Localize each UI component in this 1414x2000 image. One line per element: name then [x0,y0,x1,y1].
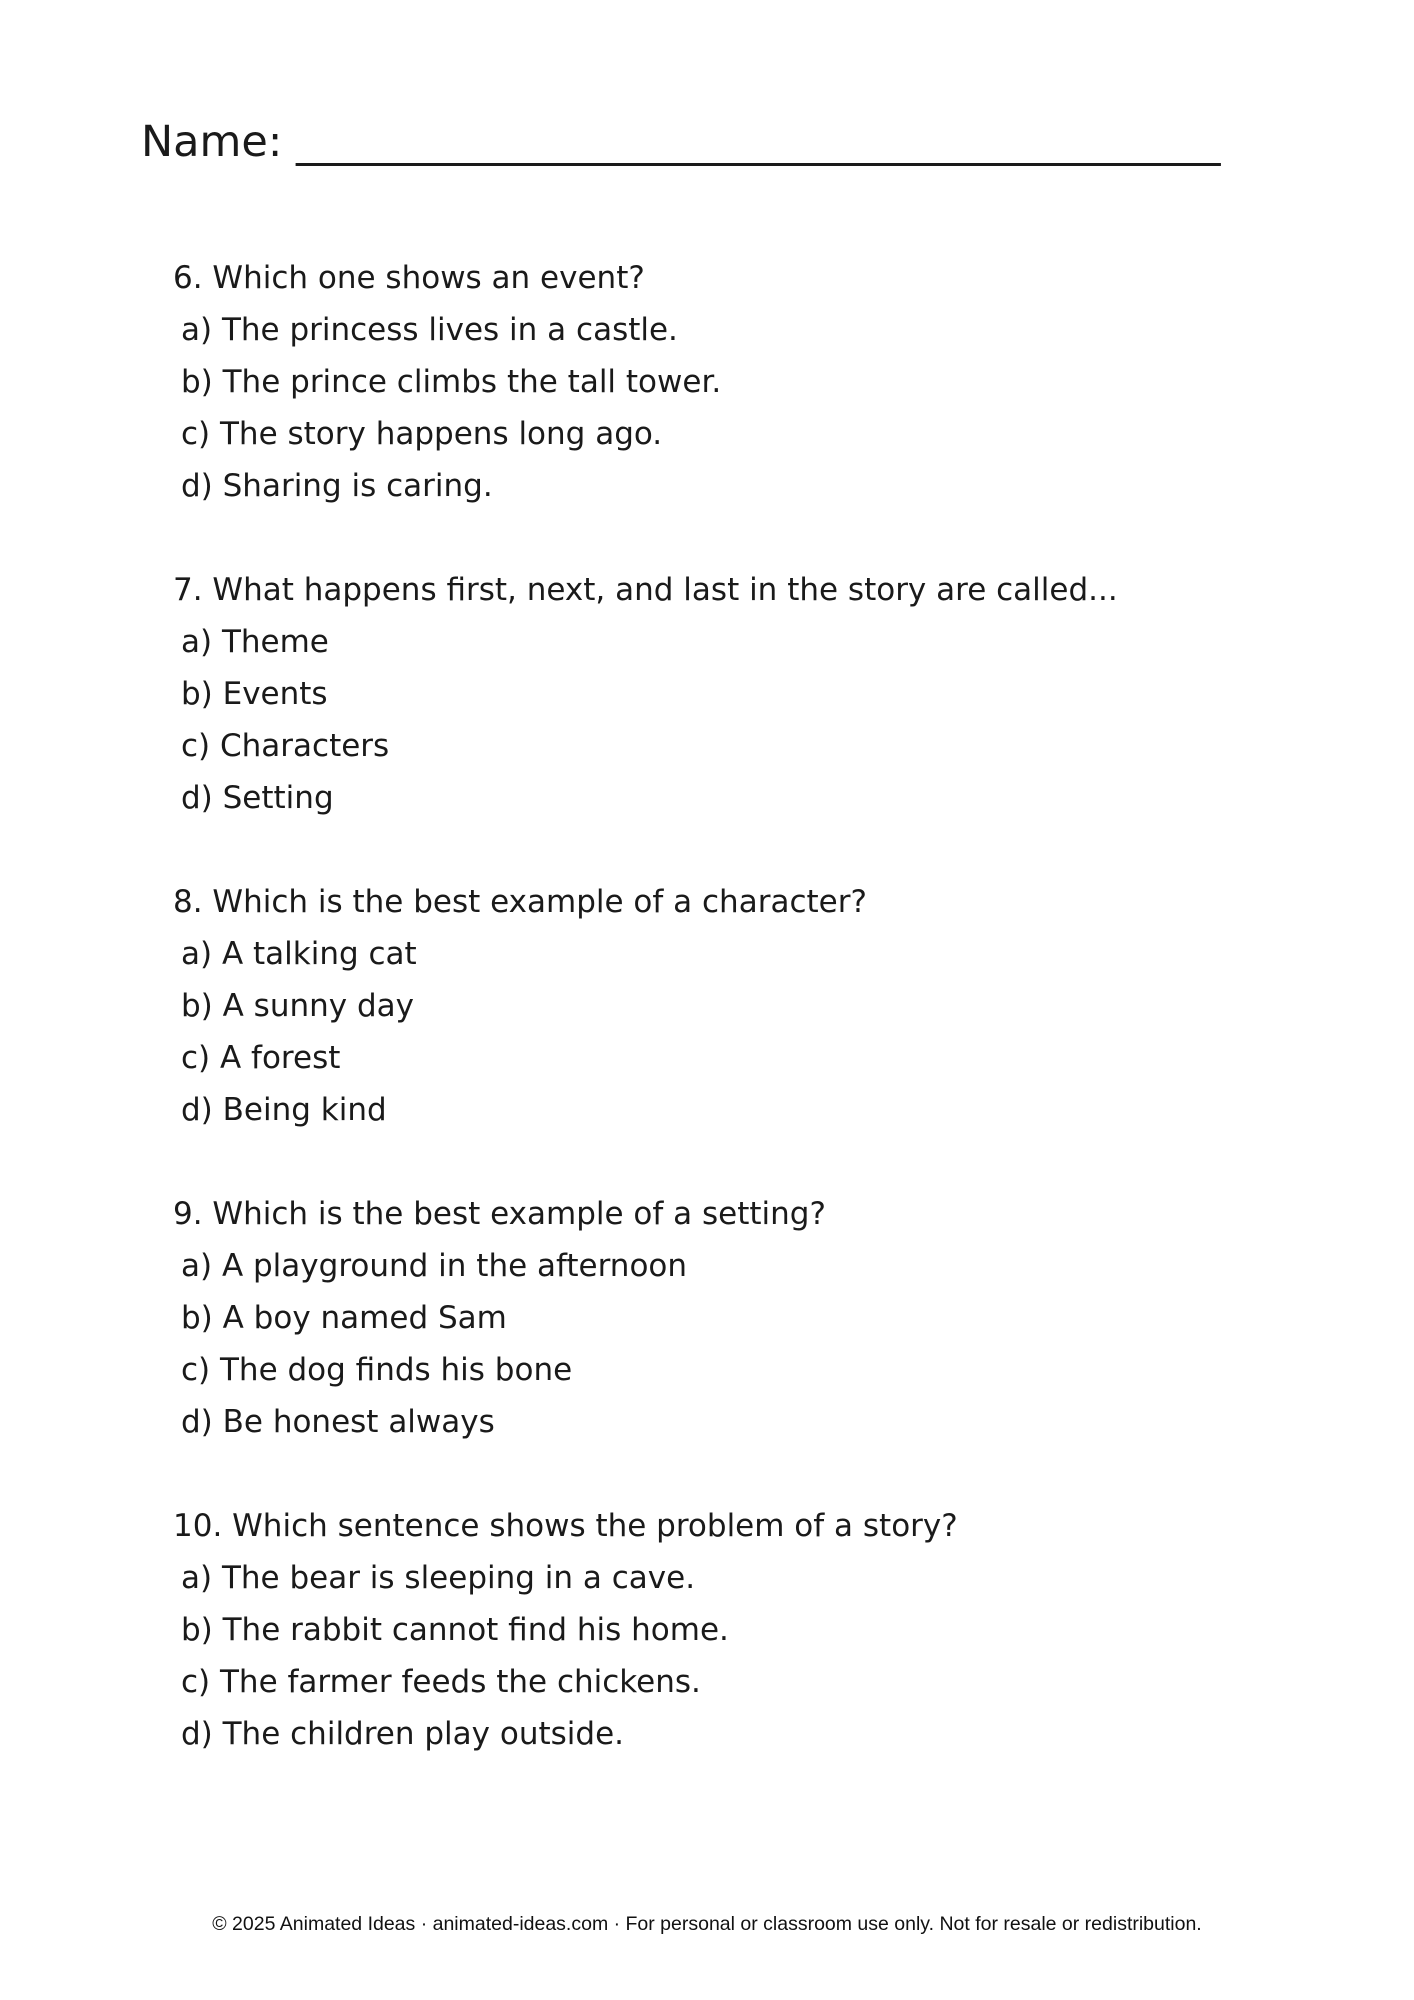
option-c: c) The story happens long ago. [181,416,663,452]
option-b: b) Events [181,676,328,712]
option-c: c) The dog finds his bone [181,1352,573,1388]
option-d: d) The children play outside. [181,1716,624,1752]
option-b: b) A boy named Sam [181,1300,507,1336]
option-b: b) The prince climbs the tall tower. [181,364,722,400]
question-text: 8. Which is the best example of a character? [173,884,867,920]
question-text: 6. Which one shows an event? [173,260,645,296]
option-a: a) The bear is sleeping in a cave. [181,1560,696,1596]
question-10 [173,1500,1323,1760]
option-a: a) Theme [181,624,329,660]
copyright-footer: © 2025 Animated Ideas · animated-ideas.com · For personal or classroom use only. Not for resale or redistribution. [212,1913,1202,1935]
option-d: d) Setting [181,780,334,816]
option-b: b) The rabbit cannot find his home. [181,1612,729,1648]
option-a: a) A talking cat [181,936,417,972]
option-c: c) The farmer feeds the chickens. [181,1664,701,1700]
option-d: d) Being kind [181,1092,387,1128]
question-text: 7. What happens first, next, and last in the story are called... [173,572,1118,608]
question-8 [173,876,1323,1136]
option-c: c) A forest [181,1040,341,1076]
name-field-label: Name: ___________________________________________ [141,117,1221,167]
question-text: 10. Which sentence shows the problem of a story? [173,1508,958,1544]
option-a: a) The princess lives in a castle. [181,312,678,348]
option-d: d) Be honest always [181,1404,495,1440]
option-d: d) Sharing is caring. [181,468,493,504]
option-c: c) Characters [181,728,390,764]
question-list [173,252,1323,1812]
question-9 [173,1188,1323,1448]
question-7 [173,564,1323,824]
option-a: a) A playground in the afternoon [181,1248,688,1284]
question-6 [173,252,1323,512]
option-b: b) A sunny day [181,988,414,1024]
question-text: 9. Which is the best example of a setting? [173,1196,826,1232]
